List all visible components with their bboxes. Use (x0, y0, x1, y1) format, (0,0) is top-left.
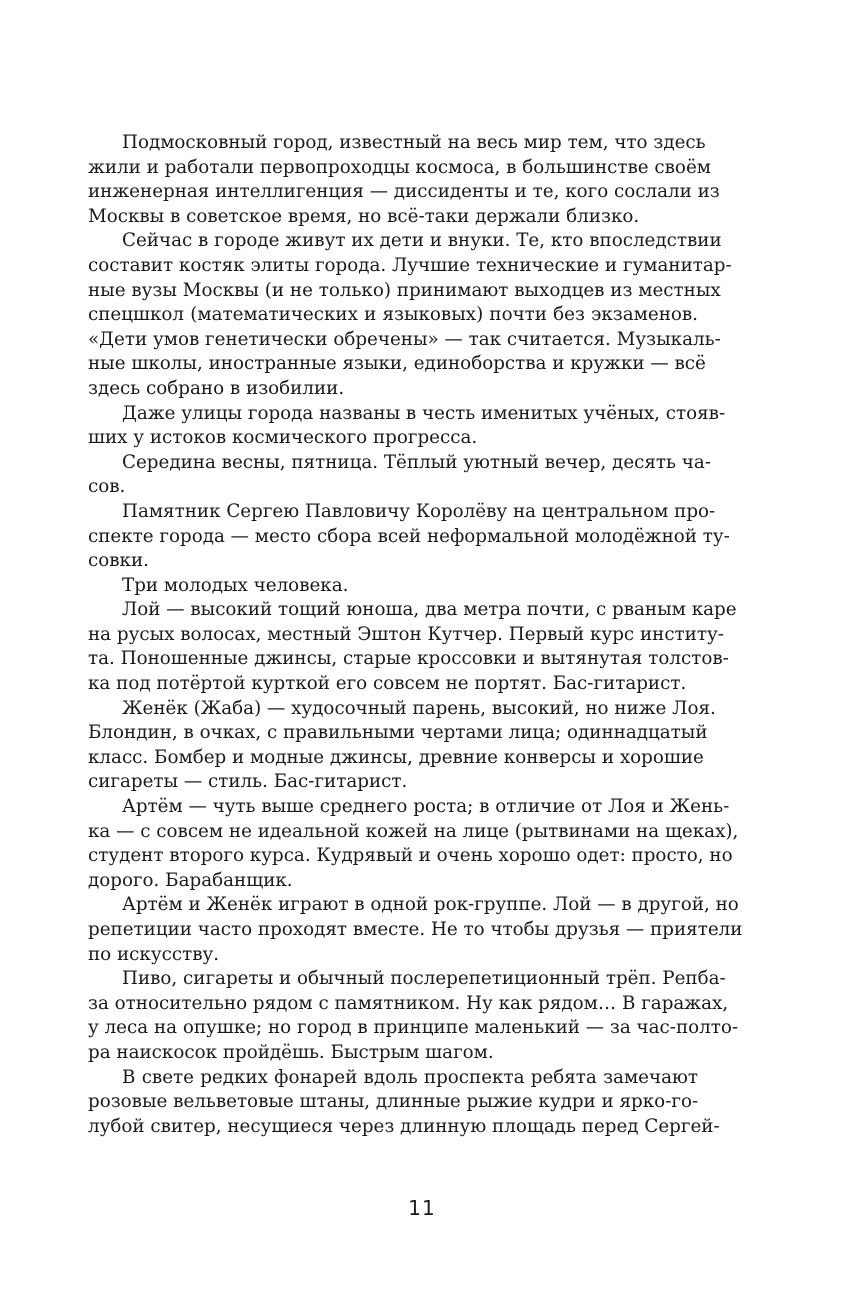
text-line: студент второго курса. Кудрявый и очень хорошо одет: просто, но (88, 845, 733, 867)
text-line: ка под потёртой курткой его совсем не портят. Бас-гитарист. (88, 673, 687, 695)
text-line: спецшкол (математических и языковых) почти без экзаменов. (88, 304, 698, 326)
paragraph (88, 500, 730, 574)
text-line: Даже улицы города названы в честь именитых учёных, стояв- (122, 402, 726, 424)
text-line: Лой — высокий тощий юноша, два метра почти, с рваным каре (122, 599, 737, 621)
text-line: ка — с совсем не идеальной кожей на лице (рытвинами на щеках), (88, 820, 739, 842)
text-line: розовые вельветовые штаны, длинные рыжие кудри и ярко-го- (88, 1091, 699, 1113)
text-line: репетиции часто проходят вместе. Не то чтобы друзья — приятели (88, 919, 743, 940)
text-line: Женёк (Жаба) — худосочный парень, высокий, но ниже Лоя. (122, 697, 716, 719)
paragraph (88, 795, 739, 893)
text-line: ные вузы Москвы (и не только) принимают выходцев из местных (88, 279, 721, 301)
paragraph (88, 697, 716, 795)
text-line: дорого. Барабанщик. (88, 869, 293, 891)
text-line: совки. (88, 550, 149, 572)
page-number: 11 (408, 1196, 436, 1220)
paragraph (88, 451, 711, 500)
text-line: ших у истоков космического прогресса. (88, 427, 478, 449)
text-line: В свете редких фонарей вдоль проспекта ребята замечают (122, 1066, 698, 1088)
text-line: класс. Бомбер и модные джинсы, древние конверсы и хорошие (88, 746, 704, 768)
text-line: жили и работали первопроходцы космоса, в большинстве своём (88, 156, 711, 178)
text-line: Сейчас в городе живут их дети и внуки. Те, кто впоследствии (122, 230, 722, 252)
text-line: Артём — чуть выше среднего роста; в отличие от Лоя и Жень- (122, 796, 730, 818)
text-line: спекте города — место сбора всей неформальной молодёжной ту- (88, 525, 730, 547)
text-line: Пиво, сигареты и обычный послерепетиционный трёп. Репба- (122, 968, 726, 990)
text-line: здесь собрано в изобилии. (88, 377, 345, 399)
text-line: по искусству. (88, 943, 220, 965)
text-line: Москвы в советское время, но всё-таки держали близко. (88, 205, 640, 227)
text-line: Подмосковный город, известный на весь мир тем, что здесь (122, 132, 706, 153)
text-line: ра наискосок пройдёшь. Быстрым шагом. (88, 1041, 494, 1063)
text-line: на русых волосах, местный Эштон Кутчер. Первый курс институ- (88, 623, 724, 645)
body-text (88, 131, 743, 1139)
paragraph (88, 1066, 720, 1140)
text-line: составит костяк элиты города. Лучшие технические и гуманитар- (88, 254, 732, 276)
text-line: Середина весны, пятница. Тёплый уютный вечер, десять ча- (122, 451, 711, 473)
text-line: у леса на опушке; но город в принципе маленький — за час-полто- (88, 1017, 739, 1039)
text-line: Артём и Женёк играют в одной рок-группе. Лой — в другой, но (122, 894, 739, 916)
text-line: за относительно рядом с памятником. Ну как рядом… В гаражах, (88, 992, 729, 1014)
text-line: инженерная интеллигенция — диссиденты и те, кого сослали из (88, 181, 720, 203)
text-line: «Дети умов генетически обречены» — так считается. Музыкаль- (88, 328, 721, 350)
paragraph (88, 574, 698, 599)
text-line: Блондин, в очках, с правильными чертами лица; одиннадцатый (88, 722, 708, 744)
paragraph (88, 131, 720, 229)
text-line: ные школы, иностранные языки, единоборства и кружки — всё (88, 353, 706, 375)
text-line: сов. (88, 476, 126, 498)
text-line: та. Поношенные джинсы, старые кроссовки и вытянутая толстов- (88, 648, 729, 670)
text-line: сигареты — стиль. Бас-гитарист. (88, 771, 408, 793)
text-line: Памятник Сергею Павловичу Королёву на центральном про- (122, 500, 716, 522)
paragraph (88, 967, 739, 1065)
paragraph (88, 893, 743, 967)
paragraph (88, 402, 726, 451)
text-line: лубой свитер, несущиеся через длинную площадь перед Сергей- (88, 1115, 720, 1137)
text-line: Три молодых человека. (122, 574, 349, 596)
paragraph (88, 598, 737, 696)
paragraph (88, 229, 732, 401)
